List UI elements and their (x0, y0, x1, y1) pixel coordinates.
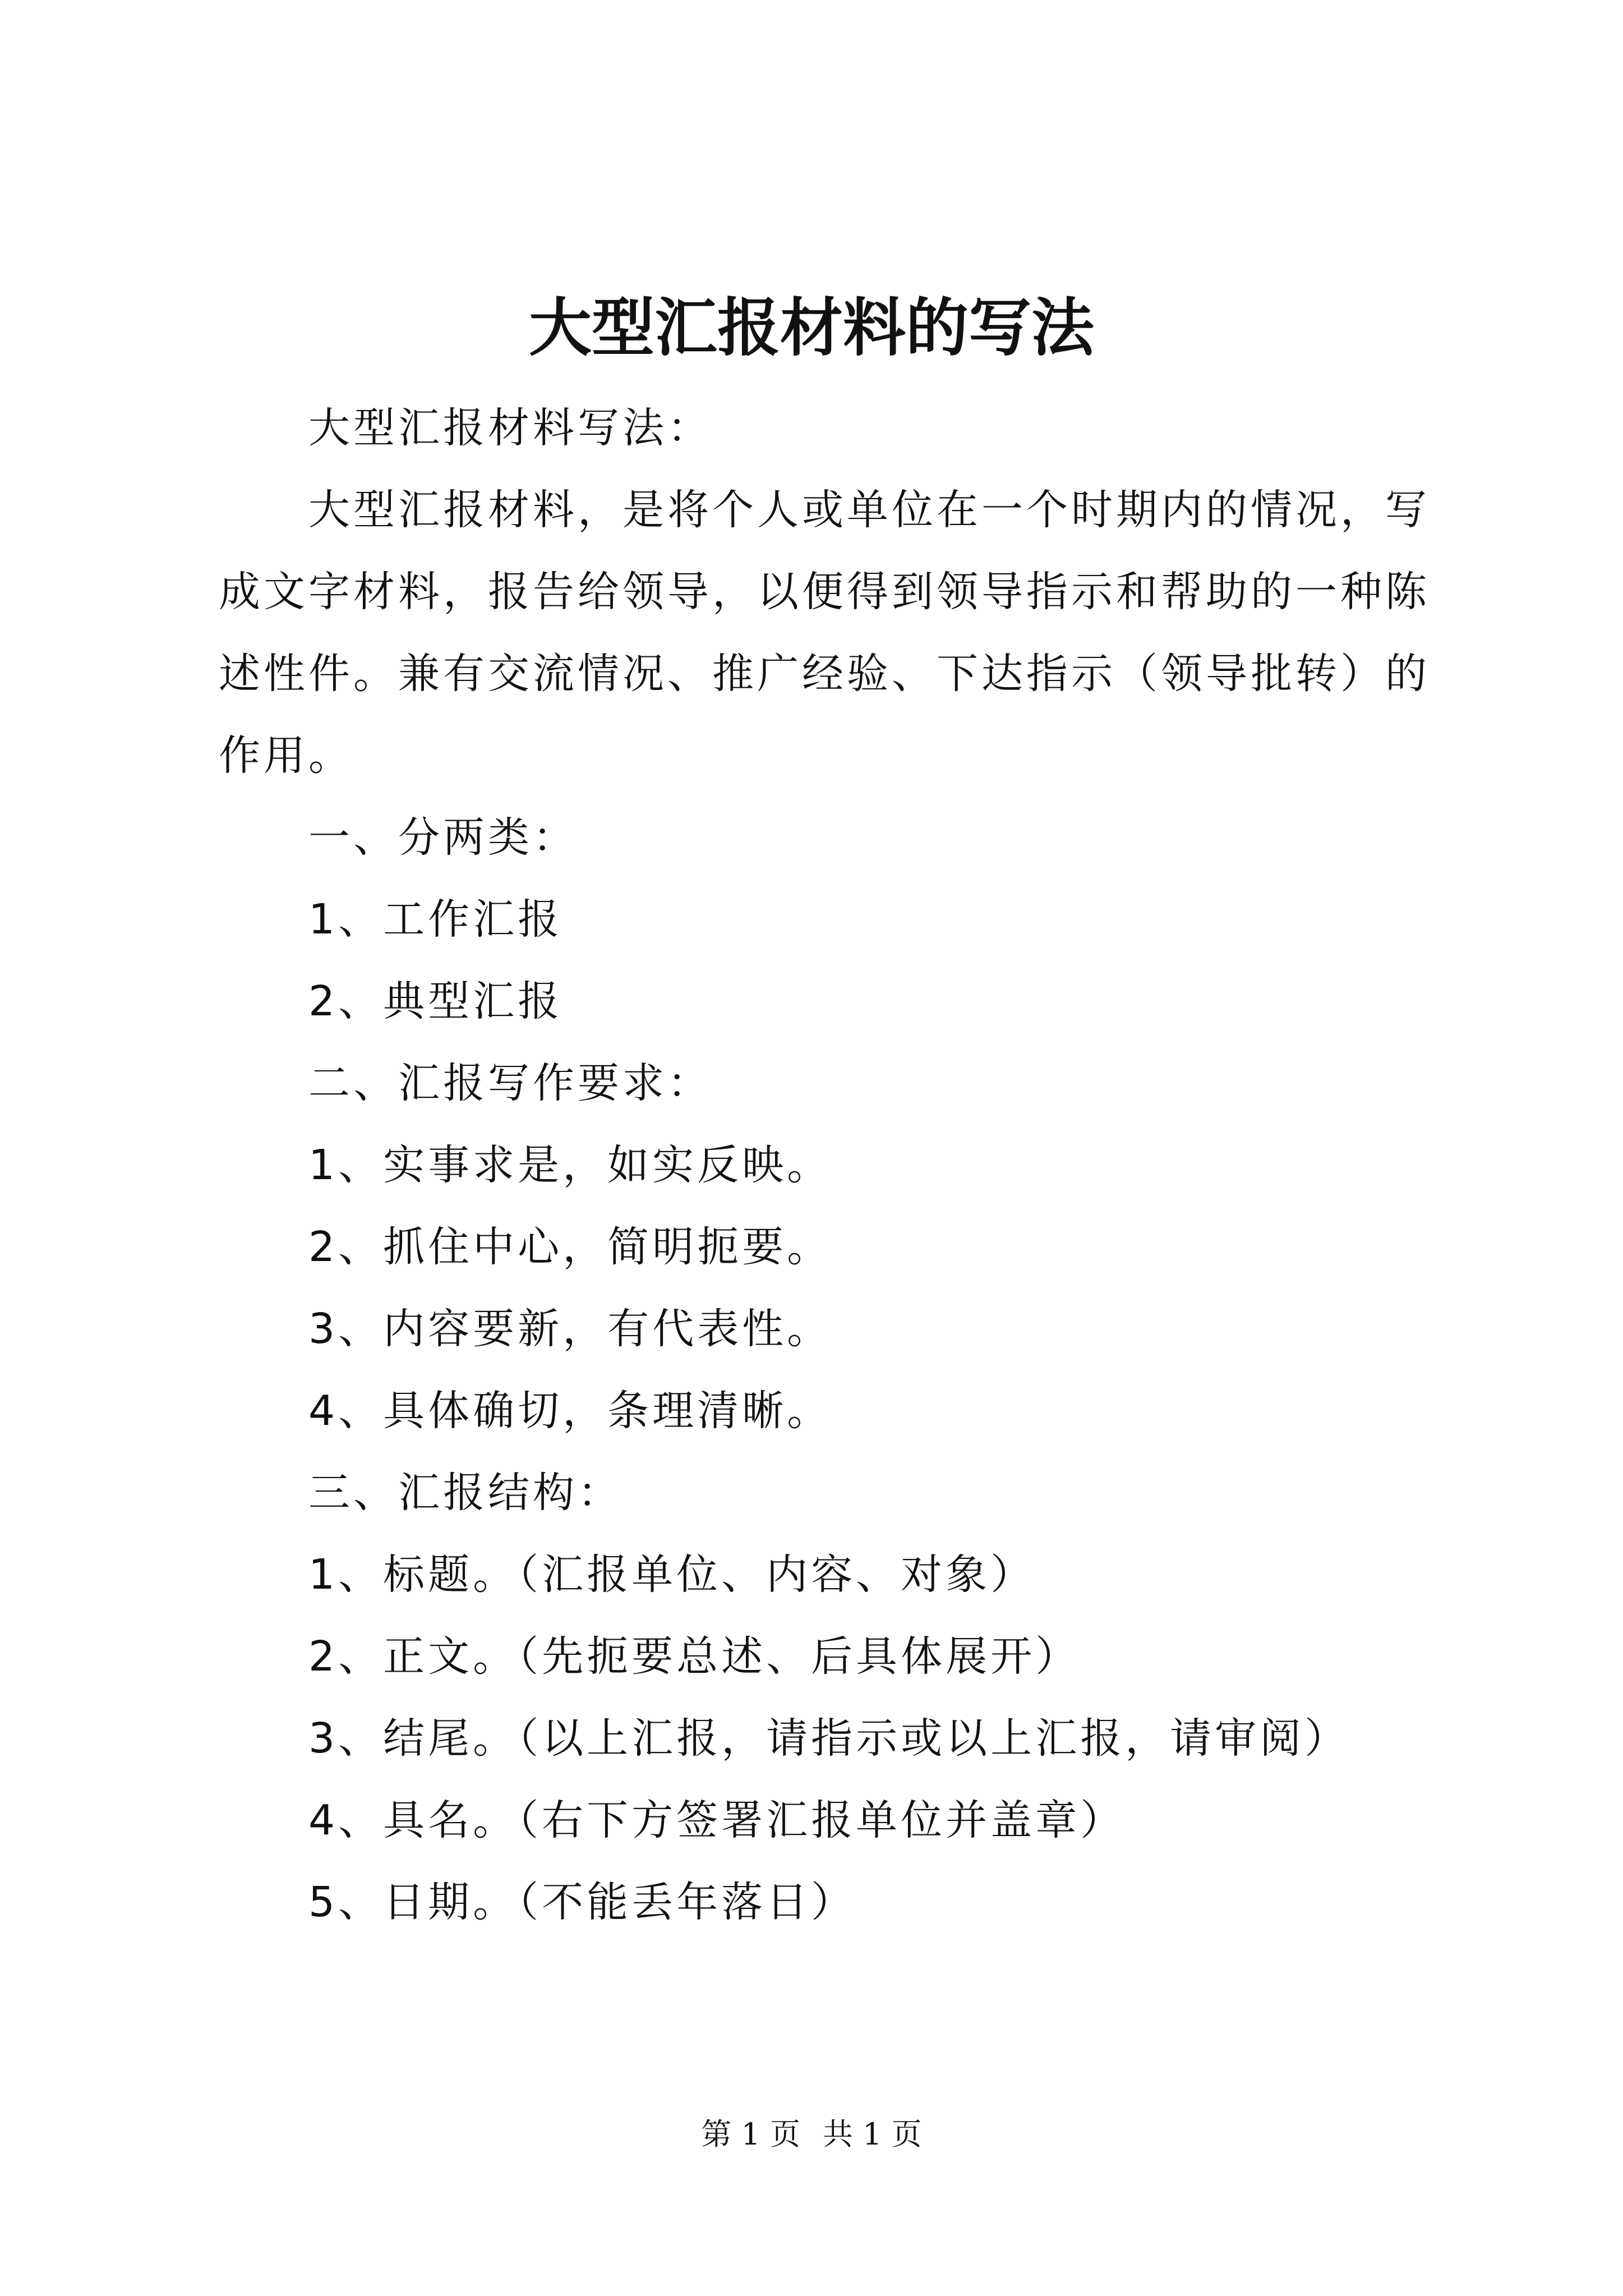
section-2-heading: 二、汇报写作要求： (308, 1059, 712, 1107)
section-2-item: 3、内容要新，有代表性。 (308, 1305, 832, 1353)
section-2-item: 1、实事求是，如实反映。 (308, 1141, 832, 1189)
section-2-item: 4、具体确切，条理清晰。 (308, 1387, 832, 1435)
section-3-heading: 三、汇报结构： (308, 1469, 623, 1517)
section-3-item: 3、结尾。（以上汇报，请指示或以上汇报，请审阅） (308, 1714, 1350, 1763)
section-1-item: 1、工作汇报 (308, 895, 563, 944)
total-pages-label: 共 1 页 (823, 2116, 922, 2152)
page-number-label: 第 1 页 (701, 2116, 800, 2152)
section-1-heading: 一、分两类： (308, 813, 578, 862)
section-1-item: 2、典型汇报 (308, 977, 563, 1025)
document-title: 大型汇报材料的写法 (529, 291, 1094, 365)
intro-heading: 大型汇报材料写法： (308, 404, 712, 452)
section-3-item: 4、具名。（右下方签署汇报单位并盖章） (308, 1796, 1126, 1844)
section-3-item: 1、标题。（汇报单位、内容、对象） (308, 1550, 1036, 1599)
intro-paragraph: 大型汇报材料，是将个人或单位在一个时期内的情况，写成文字材料，报告给领导，以便得到领导指示和帮助的一种陈述性件。兼有交流情况、推广经验、下达指示（领导批转）的作用。 (219, 486, 1430, 780)
section-2-item: 2、抓住中心，简明扼要。 (308, 1223, 832, 1271)
section-3-item: 2、正文。（先扼要总述、后具体展开） (308, 1632, 1081, 1681)
page-footer (0, 2115, 1623, 2154)
section-3-item: 5、日期。（不能丢年落日） (308, 1878, 856, 1926)
document-body (219, 387, 1441, 1943)
